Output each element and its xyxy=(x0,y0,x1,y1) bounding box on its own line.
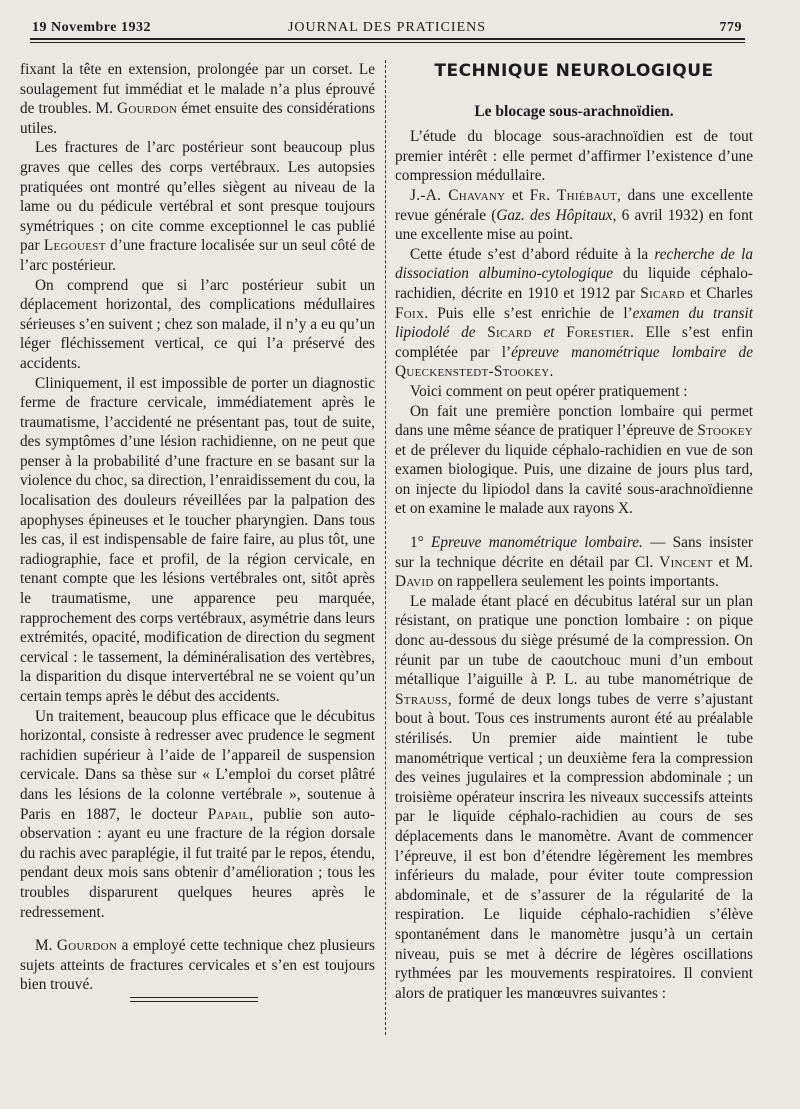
author-name: Gourdon xyxy=(56,937,118,955)
paragraph: L’étude du blocage sous-arachnoïdien est de tout premier intérêt : elle permet d’affirmer l’existence d’une compression médullaire. xyxy=(395,128,753,185)
author-name: Stookey xyxy=(697,422,753,440)
author-name: Strauss xyxy=(395,690,448,708)
column-divider xyxy=(385,60,386,1035)
author-name: Sicard xyxy=(640,284,685,302)
journal-title: JOURNAL DES PRATICIENS xyxy=(287,20,487,35)
paragraph: M. Gourdon a employé cette technique chez plusieurs sujets atteints de fractures cervicales et s’en est toujours bien trouvé. xyxy=(20,937,375,994)
right-column xyxy=(395,60,753,1003)
article-title: Le blocage sous-arachnoïdien. xyxy=(474,102,674,120)
section-title: TECHNIQUE NEUROLOGIQUE xyxy=(434,61,714,81)
end-rule-lower xyxy=(130,1001,258,1002)
author-name: Fr. Thiébaut xyxy=(529,186,618,204)
author-name: Queckenstedt-Stookey xyxy=(395,363,550,381)
author-name: Forestier xyxy=(566,324,630,342)
left-column xyxy=(20,60,375,995)
author-name: Gourdon xyxy=(116,100,178,118)
paragraph: Les fractures de l’arc postérieur sont beaucoup plus graves que celles des corps vertébraux. Les autopsies pratiquées ont montré qu’elles siègent au niveau de la lame ou du pédicule vertébral et sont presque toujours symétriques ; on cite comme exceptionnel le cas publié par Legouest d’une fracture localisée sur un seul côté de l’arc postérieur. xyxy=(20,139,376,274)
author-name: Vincent xyxy=(659,553,713,571)
paragraph: On fait une première ponction lombaire qui permet dans une même séance de pratiquer l’épreuve de Stookey et de prélever du liquide céphalo-rachidien en vue de son examen biologique. Puis, une dizaine de jours plus tard, on injecte du lipiodol dans la cavité sous-arachnoïdienne et on examine le malade aux rayons X. xyxy=(395,402,753,518)
paragraph: On comprend que si l’arc postérieur subit un déplacement horizontal, des complications médullaires sérieuses s’en suivent ; chez son malade, il n’y a eu qu’un léger fléchissement vertical, ce qui l’a préservé des accidents. xyxy=(20,276,375,372)
paragraph: Un traitement, beaucoup plus efficace que le décubitus horizontal, consiste à redresser avec prudence le segment rachidien supérieur à l’aide de l’appareil de suspension cervicale. Dans sa thèse sur « L’emploi du corset plâtré dans les lésions de la colonne vertébrale », soutenue à Paris en 1887, le docteur Papail, publie son auto-observation : ayant eu une fracture de la région dorsale du rachis avec paraplégie, il fut traité par le repos, étendu, pendant deux mois sans obtenir d’amélioration ; tous les troubles disparurent quelques heures après le redressement. xyxy=(20,707,375,921)
end-rule xyxy=(130,997,258,998)
author-name: Foix xyxy=(395,304,425,322)
header-rule-thin xyxy=(30,42,745,43)
author-name: J.-A. Chavany xyxy=(410,186,506,204)
author-name: Legouest xyxy=(43,237,106,255)
author-name: Sicard xyxy=(487,324,532,342)
paragraph: Cette étude s’est d’abord réduite à la recherche de la dissociation albumino-cytologique du liquide céphalo-rachidien, décrite en 1910 et 1912 par Sicard et Charles Foix. Puis elle s’est enrichie de l’examen du transit lipiodolé de Sicard et Forestier. Elle s’est enfin complétée par l’épreuve manométrique lombaire de Queckenstedt-Stookey. xyxy=(395,245,754,381)
paragraph: 1° Epreuve manométrique lombaire. — Sans insister sur la technique décrite en détail par Cl. Vincent et M. David on rappellera seulement les points importants. xyxy=(395,534,754,591)
author-name: David xyxy=(395,573,434,591)
paragraph: Voici comment on peut opérer pratiquement : xyxy=(410,382,688,400)
page-number: 779 xyxy=(719,20,742,35)
paragraph: J.-A. Chavany et Fr. Thiébaut, dans une excellente revue générale (Gaz. des Hôpitaux, 6 avril 1932) en font une excellente mise au point. xyxy=(395,186,753,244)
running-header xyxy=(32,18,742,40)
issue-date: 19 Novembre 1932 xyxy=(32,20,151,35)
author-name: Papail xyxy=(207,805,250,823)
header-rule xyxy=(30,38,745,40)
paragraph: Cliniquement, il est impossible de porter un diagnostic ferme de fracture cervicale, immédiatement après le traumatisme, l’accidenté ne présentant pas, tout de suite, des symptômes d’une lésion rachidienne, on ne peut que penser à la probabilité d’une fracture en se basant sur la violence du choc, sa direction, l’enraidissement du cou, la localisation des douleurs réveillées par la palpation des apophyses épineuses et le toucher pharyngien. Dans tous les cas, il est indispensable de faire faire, au plus tôt, une radiographie, face et profil, de la région cervicale, en tenant compte que les lésions vertébrales ont, sitôt après le traumatisme, une apparence peu marquée, rapprochement des corps vertébraux, asymétrie dans leurs extrémités, opacité, modification de direction du segment cervical : le tassement, la déminéralisation des vertèbres, la disparition du disque intervertébral ne se voient qu’un certain temps après le début des accidents. xyxy=(20,374,375,705)
paragraph: Le malade étant placé en décubitus latéral sur un plan résistant, on pratique une ponction lombaire : on pique donc au-dessous du siège présumé de la compression. On réunit par un tube de caoutchouc muni d’un embout métallique l’aiguille à P. L. au tube manométrique de Strauss, formé de deux longs tubes de verre s’ajustant bout à bout. Tous ces instruments auront été au préalable stérilisés. Un premier aide maintient le tube manométrique vertical ; un deuxième fera la compression des veines jugulaires et la compression abdominale ; un troisième opérateur inscrira les niveaux successifs atteints par le liquide céphalo-rachidien au cours de ses déplacements dans le manomètre. Avant de commencer l’épreuve, il est bon d’étendre légèrement les membres inférieurs du malade, pour éviter toute compression abdominale, et de s’assurer de la régularité de la respiration. Le liquide céphalo-rachidien s’élève spontanément dans le manomètre jusqu’à un certain niveau, puis se met à décrire de légères oscillations rythmées par les mouvements respiratoires. Il convient alors de pratiquer les manœuvres suivantes : xyxy=(395,592,753,1002)
paragraph: fixant la tête en extension, prolongée par un corset. Le soulagement fut immédiat et le malade n’a plus éprouvé de troubles. M. Gourdon émet ensuite des considérations utiles. xyxy=(20,61,375,137)
